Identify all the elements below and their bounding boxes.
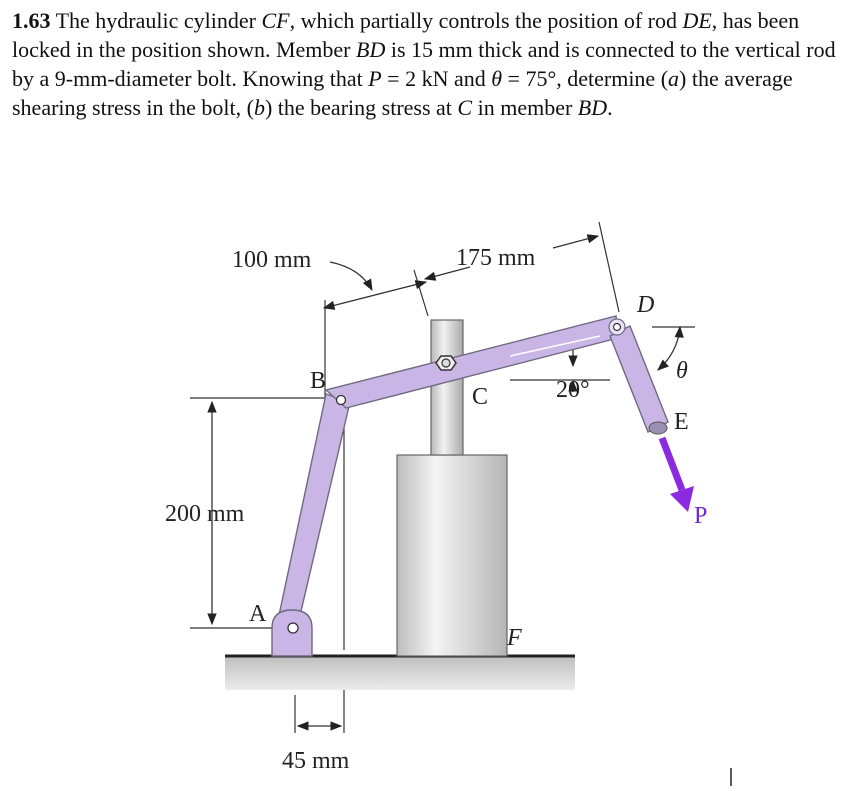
problem-text-6: = 75°, determine ( [502, 66, 669, 91]
problem-text-3: , has been locked in the position shown. Member [12, 8, 800, 62]
rod-de [610, 326, 668, 432]
pin-b [337, 396, 346, 405]
dim-label-175: 175 mm [456, 245, 536, 271]
dim-label-45: 45 mm [282, 748, 350, 774]
problem-text-7: ) the average shearing stress in the bolt, ( [12, 66, 793, 120]
label-b: B [310, 368, 327, 394]
label-theta: θ [676, 358, 688, 384]
angle-label-20: 20° [556, 377, 590, 403]
problem-number: 1.63 [12, 8, 51, 33]
cylinder-body [397, 455, 507, 656]
pin-d-center [614, 324, 621, 331]
problem-text-2: , which partially controls the position of rod [289, 8, 683, 33]
load-p-shaft [662, 438, 682, 490]
cylinder-rod [431, 320, 463, 455]
pin-a [288, 623, 298, 633]
problem-var-theta: θ [491, 66, 503, 91]
problem-var-cf: CF [261, 8, 290, 33]
member-ab [278, 394, 350, 624]
problem-part-a: a [668, 66, 680, 91]
label-p: P [694, 503, 708, 529]
label-c: C [472, 384, 489, 410]
end-e [649, 422, 667, 434]
problem-part-b: b [253, 95, 265, 120]
problem-text-8: ) the bearing stress at [264, 95, 458, 120]
problem-text-1: The hydraulic cylinder [50, 8, 262, 33]
ground-surface [225, 656, 575, 690]
problem-text-5: = 2 kN and [381, 66, 492, 91]
bolt-c [442, 359, 450, 367]
dim-arrow-175-right [553, 236, 598, 248]
problem-var-bd-2: BD [577, 95, 608, 120]
problem-var-bd: BD [356, 37, 386, 62]
dim-arrow-100 [324, 282, 426, 308]
label-e: E [674, 409, 689, 435]
problem-var-c: C [457, 95, 473, 120]
label-d: D [637, 292, 655, 318]
dim-label-100: 100 mm [232, 247, 312, 273]
problem-var-p: P [368, 66, 382, 91]
problem-text-10: . [607, 95, 613, 120]
problem-var-de: DE [682, 8, 712, 33]
label-f: F [507, 625, 522, 651]
problem-text-4: is 15 mm thick and is connected to the vertical rod by a 9-mm-diameter bolt. Knowing that [12, 37, 836, 91]
dim-label-200: 200 mm [165, 501, 245, 527]
problem-text-9: in member [472, 95, 578, 120]
label-a: A [249, 601, 267, 627]
leader-100 [330, 262, 372, 290]
